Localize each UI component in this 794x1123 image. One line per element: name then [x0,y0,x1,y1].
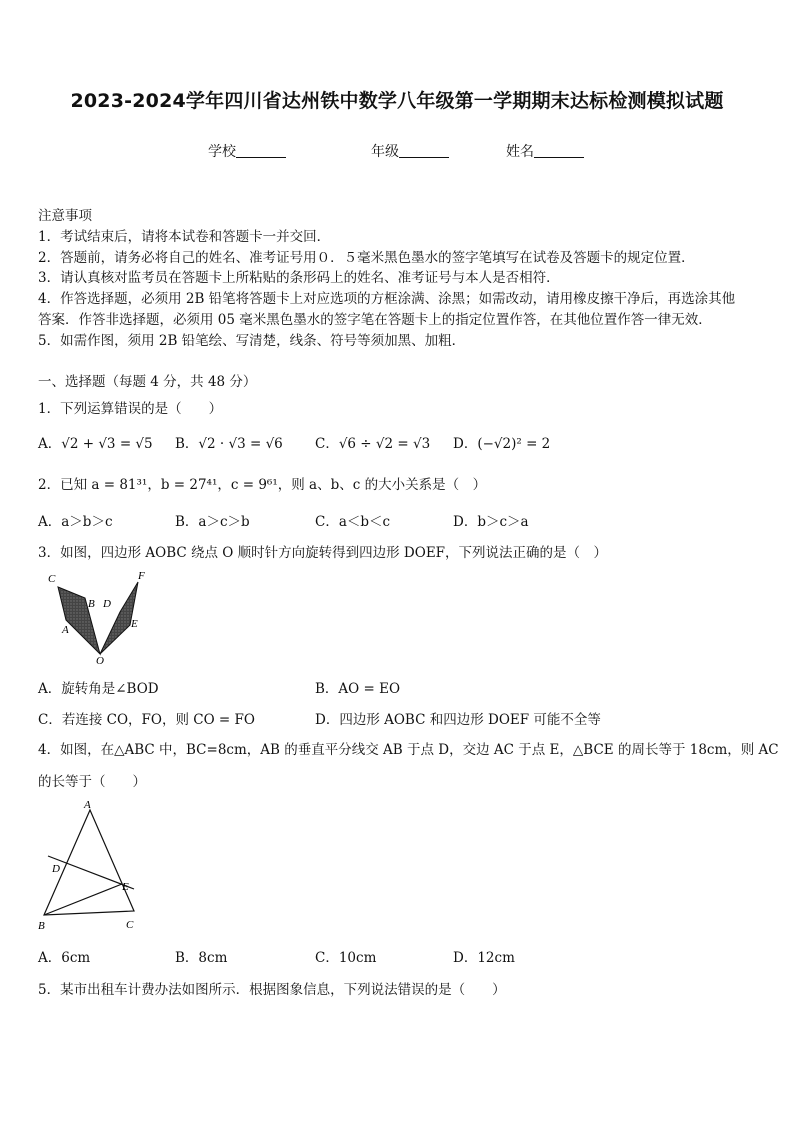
label-o: O [96,655,104,667]
q4-option-a: A．6cm [38,950,91,966]
label-c: C [126,919,134,931]
question-5-stem: 5．某市出租车计费办法如图所示．根据图象信息，下列说法错误的是（ ） [38,982,506,998]
grade-field [371,141,449,161]
notice-item: 4．作答选择题，必须用 2B 铅笔将答题卡上对应选项的方框涂满、涂黑；如需改动，请用橡皮擦干净后，再选涂其他 [38,291,736,307]
label-f: F [138,570,145,582]
notice-item: 1．考试结束后，请将本试卷和答题卡一并交回． [38,229,331,245]
question-1-stem: 1．下列运算错误的是（ ） [38,401,223,417]
section-heading: 一、选择题（每题 4 分，共 48 分） [38,374,257,390]
school-blank [236,143,286,158]
label-a: A [62,624,69,636]
page-title: 2023-2024学年四川省达州铁中数学八年级第一学期期末达标检测模拟试题 [70,90,724,112]
question-4-stem: 4．如图，在△ABC 中，BC=8cm，AB 的垂直平分线交 AB 于点 D，交边 AC 于点 E，△BCE 的周长等于 18cm，则 AC [38,742,779,758]
triangle-figure [34,798,154,936]
q3-option-d: D．四边形 AOBC 和四边形 DOEF 可能不全等 [315,712,601,728]
q4-option-b: B．8cm [175,950,228,966]
notice-item: 5．如需作图，须用 2B 铅笔绘、写清楚，线条、符号等须加黑、加粗． [38,333,466,349]
label-b: B [88,598,95,610]
q2-option-d: D．b＞c＞a [453,514,529,530]
q1-option-b: B．√2 · √3 = √6 [175,436,283,452]
school-label: 学校 [208,144,236,160]
name-label: 姓名 [506,144,534,160]
notice-heading: 注意事项 [38,208,92,224]
question-2-stem: 2．已知 a = 81³¹，b = 27⁴¹，c = 9⁶¹，则 a、b、c 的大小关系是（ ） [38,477,487,493]
q1-option-d: D．(−√2)² = 2 [453,436,551,452]
question-3-stem: 3．如图，四边形 AOBC 绕点 O 顺时针方向旋转得到四边形 DOEF，下列说法正确的是（ ） [38,545,608,561]
grade-label: 年级 [371,144,399,160]
q1-option-a: A．√2 + √3 = √5 [38,436,153,452]
label-c: C [48,573,56,585]
label-e: E [131,618,138,630]
school-field [208,141,286,161]
label-e: E [122,881,129,893]
question-4-stem-cont: 的长等于（ ） [38,774,146,790]
q2-option-b: B．a＞c＞b [175,514,250,530]
q4-option-c: C．10cm [315,950,377,966]
label-d: D [52,863,60,875]
q1-option-c: C．√6 ÷ √2 = √3 [315,436,431,452]
notice-item: 3．请认真核对监考员在答题卡上所粘贴的条形码上的姓名、准考证号与本人是否相符． [38,270,560,286]
q2-option-a: A．a＞b＞c [38,514,113,530]
label-d: D [103,598,111,610]
name-field [506,141,584,161]
name-blank [534,143,584,158]
notice-item: 答案．作答非选择题，必须用 05 毫米黑色墨水的签字笔在答题卡上的指定位置作答，在其他位置作答一律无效． [38,312,712,328]
notice-item: 2．答题前，请务必将自己的姓名、准考证号用０．５毫米黑色墨水的签字笔填写在试卷及答题卡的规定位置． [38,250,695,266]
label-b: B [38,920,45,932]
rotation-figure [40,570,160,670]
label-a: A [84,799,91,811]
grade-blank [399,143,449,158]
q3-option-c: C．若连接 CO，FO，则 CO = FO [38,712,255,728]
q3-option-a: A．旋转角是∠BOD [38,681,159,697]
q4-option-d: D．12cm [453,950,515,966]
q2-option-c: C．a＜b＜c [315,514,391,530]
q3-option-b: B．AO = EO [315,681,401,697]
